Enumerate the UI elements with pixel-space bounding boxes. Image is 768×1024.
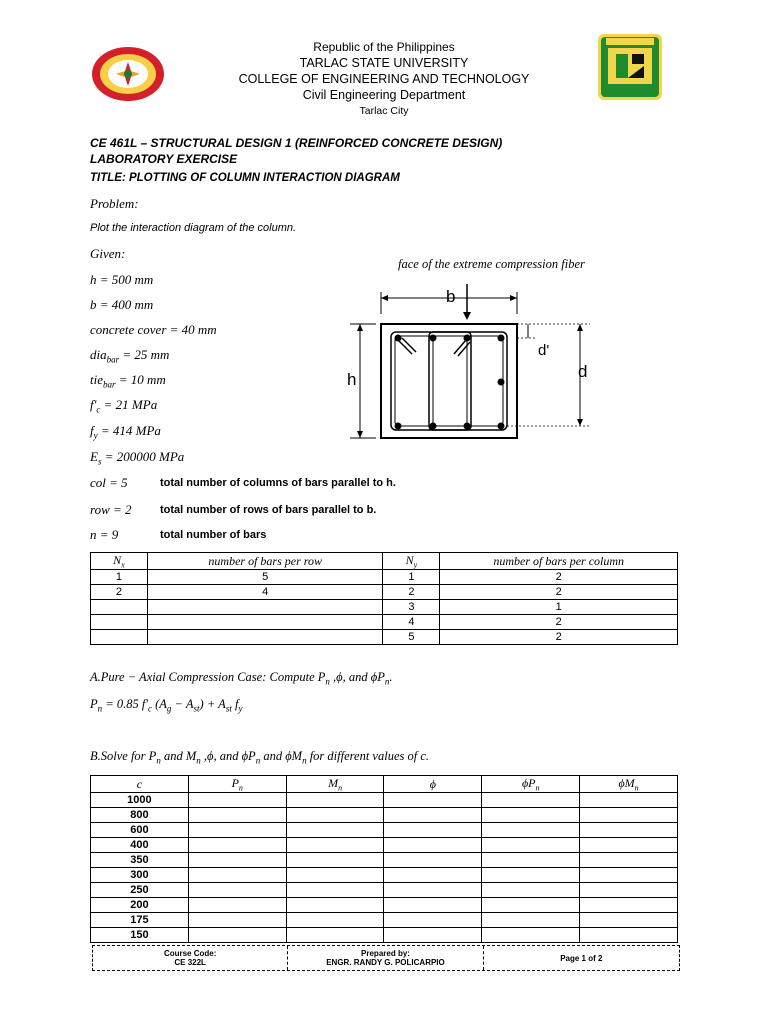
cell: 1 [440, 600, 678, 615]
cell: 1 [383, 570, 440, 585]
cell [91, 600, 148, 615]
footer-course-code-label: Course Code: [163, 949, 217, 958]
cell [482, 838, 580, 853]
bars-table [90, 552, 678, 645]
given-cover: concrete cover = 40 mm [90, 322, 217, 337]
diagram-label-dprime: d' [538, 342, 550, 359]
cell [188, 793, 286, 808]
header-mn: $M_n$ [286, 776, 384, 793]
exercise-label: LABORATORY EXERCISE [90, 152, 238, 166]
cell [384, 928, 482, 943]
given-col: col = 5 [90, 475, 128, 490]
cell [482, 883, 580, 898]
given-b: b = 400 mm [90, 297, 154, 312]
cell [580, 823, 678, 838]
given-n: n = 9 [90, 527, 119, 542]
given-h: h = 500 mm [90, 272, 154, 287]
cell [286, 898, 384, 913]
header-c: c [91, 776, 189, 793]
cell [188, 928, 286, 943]
cell [147, 615, 383, 630]
c-value: 1000 [91, 793, 189, 808]
footer-prepared-name: ENGR. RANDY G. POLICARPIO [326, 958, 445, 967]
cell: 2 [440, 615, 678, 630]
cell [188, 808, 286, 823]
cell: 2 [91, 585, 148, 600]
cell [482, 793, 580, 808]
course-title: CE 461L – STRUCTURAL DESIGN 1 (REINFORCED CONCRETE DESIGN) [90, 136, 503, 150]
footer-course-code [93, 946, 288, 970]
given-col-desc: total number of columns of bars parallel to h. [160, 477, 396, 489]
cell [580, 793, 678, 808]
header-pn: $P_n$ [188, 776, 286, 793]
footer-page-number [484, 946, 679, 970]
given-row: row = 2 [90, 502, 132, 517]
cell: 1 [91, 570, 148, 585]
table-row [91, 793, 678, 808]
results-table-header [91, 776, 678, 793]
cell [482, 928, 580, 943]
header-phi-pn: $\phi P_n$ [482, 776, 580, 793]
cell [482, 808, 580, 823]
republic-line: Republic of the Philippines [313, 40, 455, 54]
header-phi-mn: $\phi M_n$ [580, 776, 678, 793]
cell [188, 853, 286, 868]
table-row [91, 883, 678, 898]
column-section-diagram [340, 278, 600, 446]
given-tie: tie$_{bar}$ = 10 mm [90, 372, 166, 390]
cell [188, 898, 286, 913]
diagram-caption: face of the extreme compression fiber [398, 257, 585, 271]
c-value: 175 [91, 913, 189, 928]
cell [384, 853, 482, 868]
table-row [91, 615, 678, 630]
cell [384, 898, 482, 913]
footer-prepared-by [288, 946, 483, 970]
cell [286, 838, 384, 853]
header-ny: $N_y$ [383, 553, 440, 570]
cell [286, 868, 384, 883]
header-nx: $N_x$ [91, 553, 148, 570]
problem-label: Problem: [90, 196, 139, 211]
given-fc: $f'_c = 21$ MPa [90, 397, 158, 415]
cell: 2 [440, 630, 678, 645]
footer-page-text: Page 1 of 2 [560, 953, 603, 963]
college-name: COLLEGE OF ENGINEERING AND TECHNOLOGY [238, 72, 530, 86]
cell [482, 853, 580, 868]
cell: 3 [383, 600, 440, 615]
cell [384, 868, 482, 883]
cell [188, 883, 286, 898]
c-value: 300 [91, 868, 189, 883]
cell [580, 913, 678, 928]
cell [384, 808, 482, 823]
cell [286, 883, 384, 898]
table-row [91, 838, 678, 853]
cell [482, 868, 580, 883]
cell [188, 868, 286, 883]
department-name: Civil Engineering Department [302, 88, 466, 102]
section-a-formula: $P_n = 0.85$ $f'_c$ $(A_g - A_{st}) + A_{st}$ $f_y$ [90, 697, 243, 714]
table-row [91, 823, 678, 838]
cell [384, 838, 482, 853]
cell [580, 883, 678, 898]
bars-table-header [91, 553, 678, 570]
cell [286, 793, 384, 808]
cell [91, 615, 148, 630]
given-row-desc: total number of rows of bars parallel to b. [160, 504, 377, 516]
cell [384, 823, 482, 838]
given-es: $E_s = 200000$ MPa [90, 449, 185, 467]
cell: 4 [147, 585, 383, 600]
results-table [90, 775, 678, 943]
footer-course-code-value: CE 322L [174, 958, 206, 967]
diagram-label-d: d [578, 362, 588, 381]
cell: 5 [383, 630, 440, 645]
cell [580, 808, 678, 823]
cell [580, 838, 678, 853]
table-row [91, 928, 678, 943]
given-label: Given: [90, 246, 126, 261]
table-row [91, 913, 678, 928]
c-value: 250 [91, 883, 189, 898]
header-bars-per-row: number of bars per row [147, 553, 383, 570]
cell [580, 853, 678, 868]
table-row [91, 570, 678, 585]
page-footer [92, 945, 680, 971]
header-bars-per-column: number of bars per column [440, 553, 678, 570]
c-value: 200 [91, 898, 189, 913]
table-row [91, 853, 678, 868]
cell [286, 853, 384, 868]
cell [286, 808, 384, 823]
cell [384, 913, 482, 928]
cell: 4 [383, 615, 440, 630]
table-row [91, 808, 678, 823]
cell [580, 928, 678, 943]
cell: 2 [440, 570, 678, 585]
header-phi: ϕ [384, 776, 482, 793]
cell: 5 [147, 570, 383, 585]
cell [188, 823, 286, 838]
city-name: Tarlac City [359, 105, 409, 117]
table-row [91, 868, 678, 883]
cell [384, 883, 482, 898]
table-row [91, 600, 678, 615]
cell [580, 868, 678, 883]
cell [482, 913, 580, 928]
cell [188, 838, 286, 853]
given-n-desc: total number of bars [160, 529, 267, 541]
cell: 2 [440, 585, 678, 600]
c-value: 800 [91, 808, 189, 823]
c-value: 400 [91, 838, 189, 853]
cell [286, 928, 384, 943]
given-dia: dia$_{bar}$ = 25 mm [90, 347, 170, 365]
cell [384, 793, 482, 808]
cell [147, 630, 383, 645]
cell [188, 913, 286, 928]
c-value: 150 [91, 928, 189, 943]
problem-statement: Plot the interaction diagram of the column. [90, 222, 297, 234]
table-row [91, 898, 678, 913]
cell [482, 898, 580, 913]
cell [286, 823, 384, 838]
section-b-title: B.Solve for $P_n$ and $M_n$ ,ϕ, and $\phi P_n$ and $\phi M_n$ for different values of c. [90, 749, 430, 766]
cell [482, 823, 580, 838]
c-value: 350 [91, 853, 189, 868]
cell [147, 600, 383, 615]
section-a-title: A.Pure − Axial Compression Case: Compute $P_n$ ,ϕ, and $\phi P_n$. [90, 670, 393, 687]
footer-prepared-label: Prepared by: [361, 949, 410, 958]
diagram-label-b: b [446, 287, 456, 306]
table-row [91, 585, 678, 600]
cell [91, 630, 148, 645]
diagram-label-h: h [347, 370, 357, 389]
exercise-title: TITLE: PLOTTING OF COLUMN INTERACTION DIAGRAM [90, 172, 400, 184]
c-value: 600 [91, 823, 189, 838]
cell [580, 898, 678, 913]
cell [286, 913, 384, 928]
university-name: TARLAC STATE UNIVERSITY [299, 56, 469, 70]
table-row [91, 630, 678, 645]
given-fy: $f_y = 414$ MPa [90, 423, 161, 441]
cell: 2 [383, 585, 440, 600]
